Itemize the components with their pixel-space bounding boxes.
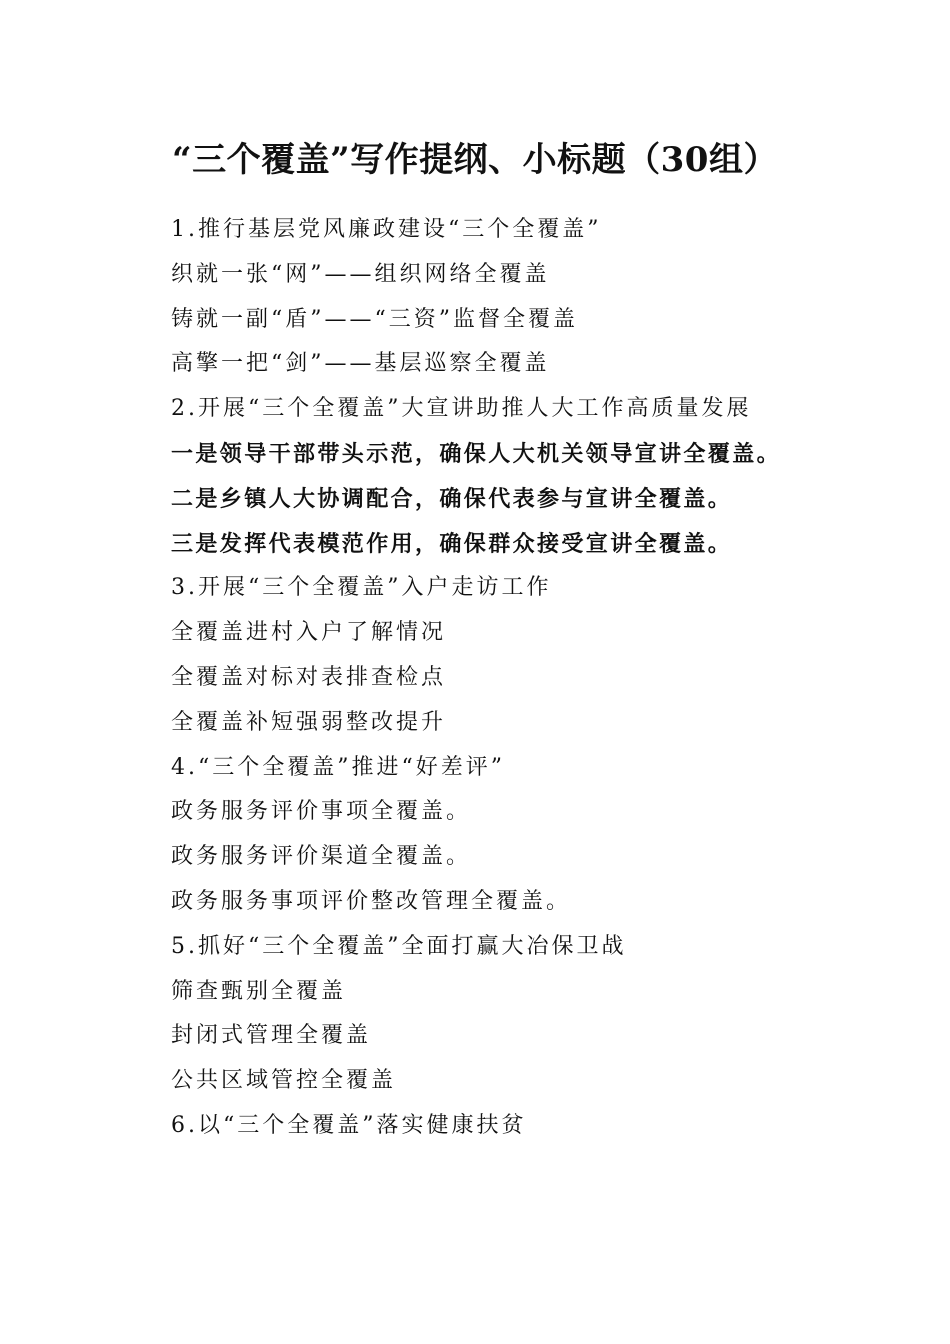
subtitle-line: 高擎一把“剑”——基层巡察全覆盖 — [171, 351, 550, 377]
subtitle-line: 全覆盖进村入户了解情况 — [171, 620, 447, 646]
section-heading-3: 3.开展“三个全覆盖”入户走访工作 — [171, 575, 552, 601]
document-title: “三个覆盖”写作提纲、小标题（30组） — [172, 140, 778, 180]
subtitle-line: 封闭式管理全覆盖 — [171, 1023, 372, 1049]
subtitle-line: 全覆盖对标对表排查检点 — [171, 664, 447, 690]
section-heading-4: 4.“三个全覆盖”推进“好差评” — [171, 754, 505, 780]
subtitle-line: 全覆盖补短强弱整改提升 — [171, 709, 447, 735]
subtitle-line: 一是领导干部带头示范，确保人大机关领导宣讲全覆盖。 — [171, 440, 782, 467]
document-body — [171, 208, 871, 1149]
section-heading-2: 2.开展“三个全覆盖”大宣讲助推人大工作高质量发展 — [171, 396, 752, 422]
subtitle-line: 公共区域管控全覆盖 — [171, 1068, 397, 1094]
section-heading-5: 5.抓好“三个全覆盖”全面打赢大冶保卫战 — [171, 933, 627, 959]
subtitle-line: 织就一张“网”——组织网络全覆盖 — [171, 261, 550, 287]
subtitle-line: 三是发挥代表模范作用，确保群众接受宣讲全覆盖。 — [171, 530, 733, 557]
subtitle-line: 政务服务评价事项全覆盖。 — [171, 799, 472, 825]
subtitle-line: 筛查甄别全覆盖 — [171, 978, 347, 1004]
subtitle-line: 二是乡镇人大协调配合，确保代表参与宣讲全覆盖。 — [171, 485, 733, 512]
section-heading-6: 6.以“三个全覆盖”落实健康扶贫 — [171, 1112, 527, 1138]
subtitle-line: 政务服务评价渠道全覆盖。 — [171, 844, 472, 870]
section-heading-1: 1.推行基层党风廉政建设“三个全覆盖” — [171, 217, 602, 242]
subtitle-line: 铸就一副“盾”——“三资”监督全覆盖 — [171, 306, 578, 332]
subtitle-line: 政务服务事项评价整改管理全覆盖。 — [171, 888, 572, 914]
